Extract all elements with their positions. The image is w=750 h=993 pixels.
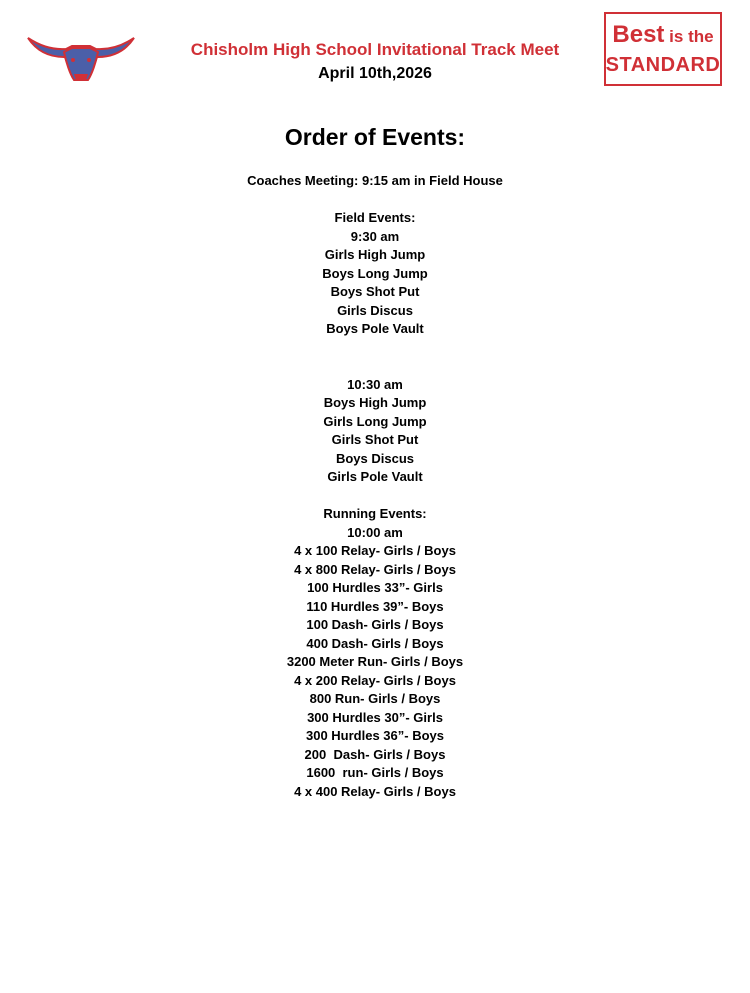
order-of-events	[0, 172, 750, 801]
list-item: Girls Shot Put	[331, 432, 419, 447]
field-session-2-time: 10:30 am	[347, 376, 403, 392]
list-item: 4 x 200 Relay- Girls / Boys	[294, 672, 456, 688]
field-events-heading: Field Events:	[334, 210, 416, 225]
list-item: 110 Hurdles 39”- Boys	[306, 598, 444, 614]
list-item: 200 Dash- Girls / Boys	[304, 746, 446, 762]
field-session-1-time: 9:30 am	[350, 228, 400, 244]
page-title: Order of Events:	[284, 124, 466, 150]
longhorn-logo-icon	[26, 30, 136, 86]
badge-word-best: Best	[612, 21, 665, 48]
list-item: Boys Pole Vault	[326, 321, 424, 336]
page-header	[150, 40, 600, 84]
list-item: Girls High Jump	[324, 247, 426, 262]
running-events-heading: Running Events:	[323, 506, 427, 521]
badge-word-is-the: is the	[669, 27, 714, 46]
list-item: Boys Long Jump	[322, 265, 428, 281]
coaches-meeting: Coaches Meeting: 9:15 am in Field House	[247, 173, 503, 188]
list-item: 3200 Meter Run- Girls / Boys	[286, 654, 464, 669]
list-item: Boys Shot Put	[330, 284, 420, 299]
best-standard-badge	[604, 12, 722, 86]
list-item: Boys High Jump	[323, 395, 427, 410]
list-item: Girls Pole Vault	[327, 469, 423, 484]
running-events-time: 10:00 am	[347, 524, 403, 540]
list-item: 100 Dash- Girls / Boys	[306, 617, 444, 632]
list-item: 100 Hurdles 33”- Girls	[307, 580, 443, 595]
list-item: 400 Dash- Girls / Boys	[306, 635, 444, 651]
meet-title: Chisholm High School Invitational Track Meet	[190, 40, 560, 59]
list-item: 4 x 800 Relay- Girls / Boys	[294, 561, 456, 577]
list-item: 4 x 100 Relay- Girls / Boys	[294, 543, 456, 558]
list-item: Boys Discus	[335, 450, 415, 466]
list-item: Girls Discus	[337, 302, 413, 318]
badge-word-standard: STANDARD	[605, 54, 721, 76]
list-item: 4 x 400 Relay- Girls / Boys	[294, 783, 456, 799]
list-item: 300 Hurdles 30”- Girls	[307, 709, 443, 725]
list-item: Girls Long Jump	[323, 413, 427, 429]
list-item: 300 Hurdles 36”- Boys	[305, 728, 444, 743]
list-item: 800 Run- Girls / Boys	[309, 691, 441, 706]
list-item: 1600 run- Girls / Boys	[306, 765, 444, 780]
meet-date: April 10th,2026	[318, 65, 432, 82]
